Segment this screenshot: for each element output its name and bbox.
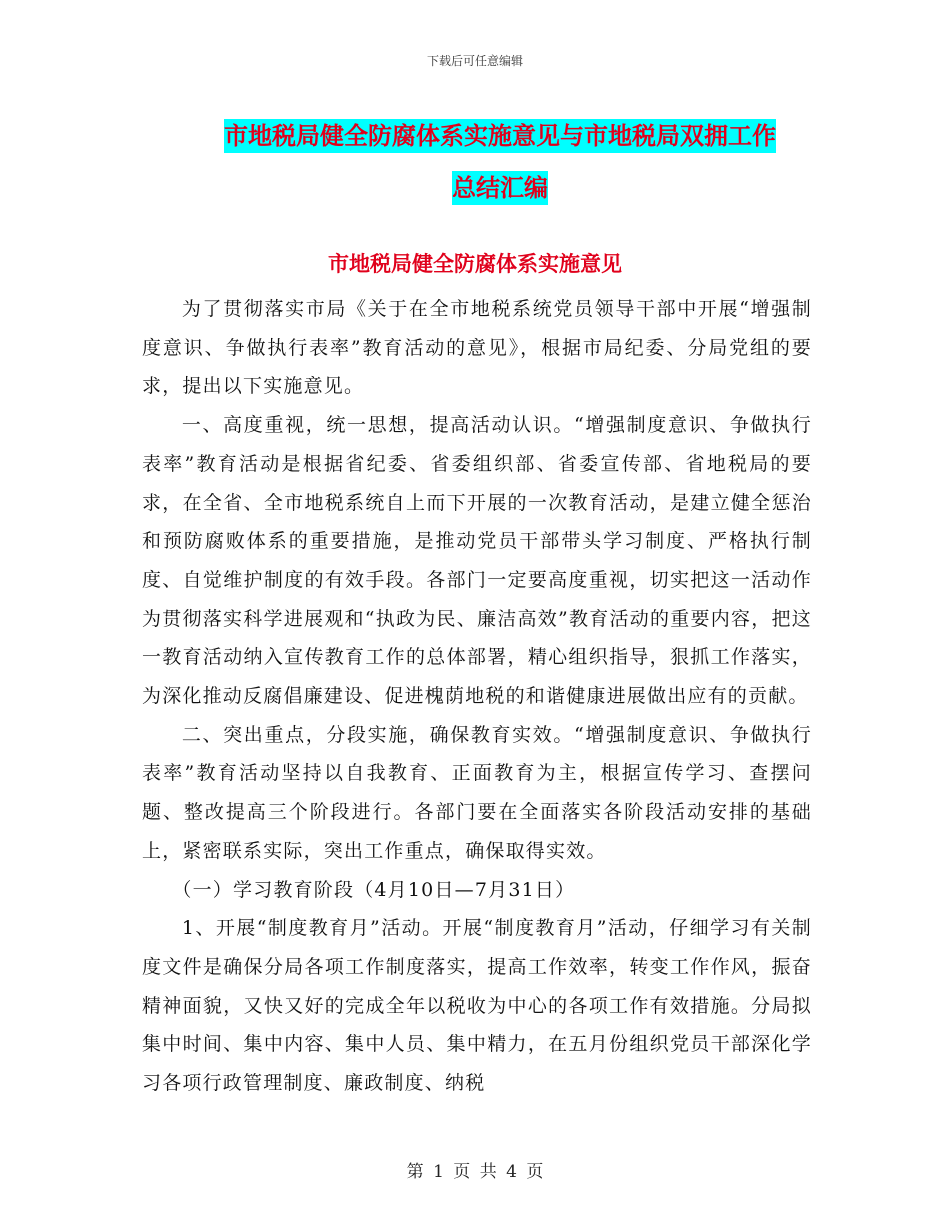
document-title-line-1: 市地税局健全防腐体系实施意见与市地税局双拥工作 xyxy=(224,119,776,153)
document-body xyxy=(142,290,812,1103)
paragraph-point-two: 二、突出重点，分段实施，确保教育实效。“增强制度意识、争做执行表率”教育活动坚持以自我教育、正面教育为主，根据宣传学习、查摆问题、整改提高三个阶段进行。各部门要在全面落实各阶段活动安排的基础上，紧密联系实际，突出工作重点，确保取得实效。 xyxy=(142,723,812,862)
header-note: 下载后可任意编辑 xyxy=(426,54,523,68)
paragraph-item-one: 1、开展“制度教育月”活动。开展“制度教育月”活动，仔细学习有关制度文件是确保分局各项工作制度落实，提高工作效率，转变工作作风，振奋精神面貌，又快又好的完成全年以税收为中心的各项工作有效措施。分局拟集中时间、集中内容、集中人员、集中精力，在五月份组织党员干部深化学习各项行政管理制度、廉政制度、纳税 xyxy=(142,917,812,1095)
document-title-line-2: 总结汇编 xyxy=(452,171,548,205)
section-title: 市地税局健全防腐体系实施意见 xyxy=(328,252,622,276)
paragraph-stage-heading: （一）学习教育阶段（4月10日—7月31日） xyxy=(172,878,576,901)
document-title xyxy=(140,110,860,214)
paragraph-intro: 为了贯彻落实市局《关于在全市地税系统党员领导干部中开展“增强制度意识、争做执行表率”教育活动的意见》，根据市局纪委、分局党组的要求，提出以下实施意见。 xyxy=(142,298,812,398)
page-number-footer: 第 1 页 共 4 页 xyxy=(406,1162,544,1182)
paragraph-point-one: 一、高度重视，统一思想，提高活动认识。“增强制度意识、争做执行表率”教育活动是根据省纪委、省委组织部、省委宣传部、省地税局的要求，在全省、全市地税系统自上而下开展的一次教育活动，是建立健全惩治和预防腐败体系的重要措施，是推动党员干部带头学习制度、严格执行制度、自觉维护制度的有效手段。各部门一定要高度重视，切实把这一活动作为贯彻落实科学进展观和“执政为民、廉洁高效”教育活动的重要内容，把这一教育活动纳入宣传教育工作的总体部署，精心组织指导，狠抓工作落实，为深化推动反腐倡廉建设、促进槐荫地税的和谐健康进展做出应有的贡献。 xyxy=(142,414,812,708)
